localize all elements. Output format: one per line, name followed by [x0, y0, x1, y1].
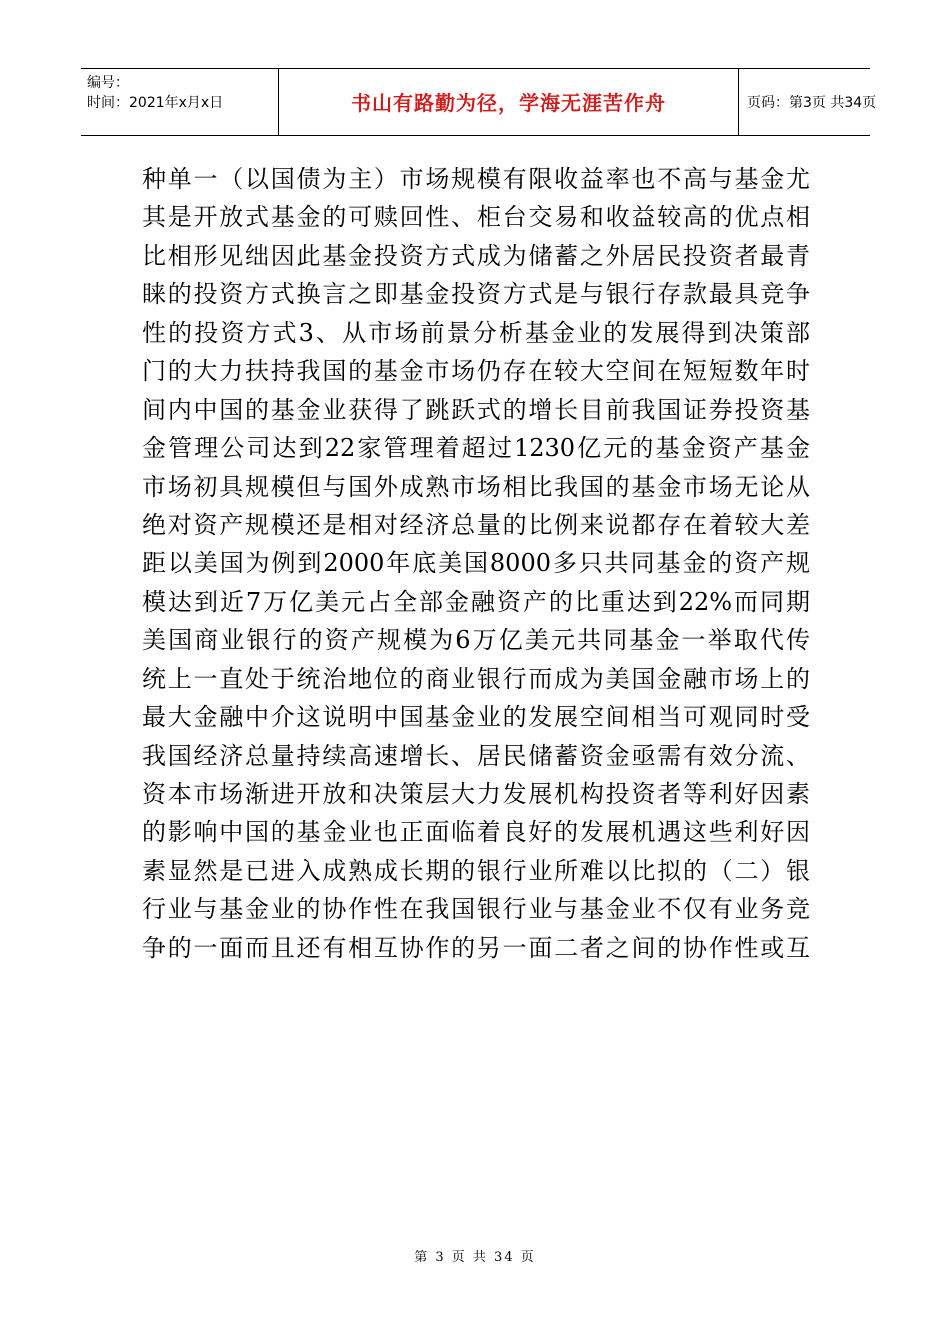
document-number-label: 编号：: [87, 75, 129, 91]
body-line-11: 距以美国为例到2000年底美国8000多只共同基金的资产规: [142, 549, 810, 578]
body-line-8: 金管理公司达到22家管理着超过1230亿元的基金资产基金: [142, 434, 810, 463]
body-line-9: 市场初具规模但与国外成熟市场相比我国的基金市场无论从: [142, 472, 810, 501]
body-line-5: 性的投资方式3、从市场前景分析基金业的发展得到决策部: [142, 318, 810, 347]
body-line-16: 我国经济总量持续高速增长、居民储蓄资金亟需有效分流、: [142, 741, 810, 770]
header-motto: 书山有路勤为径，学海无涯苦作舟: [279, 69, 739, 135]
body-line-6: 门的大力扶持我国的基金市场仍存在较大空间在短短数年时: [142, 357, 810, 386]
body-line-2: 其是开放式基金的可赎回性、柜台交易和收益较高的优点相: [142, 203, 810, 232]
body-line-21: 争的一面而且还有相互协作的另一面二者之间的协作性或互: [142, 933, 810, 962]
body-line-7: 间内中国的基金业获得了跳跃式的增长目前我国证券投资基: [142, 395, 810, 424]
body-line-13: 美国商业银行的资产规模为6万亿美元共同基金一举取代传: [142, 626, 810, 655]
document-body: [142, 160, 810, 967]
body-line-17: 资本市场渐进开放和决策层大力发展机构投资者等利好因素: [142, 780, 810, 808]
body-line-10: 绝对资产规模还是相对经济总量的比例来说都存在着较大差: [142, 510, 810, 539]
page-footer: 第 3 页 共 34 页: [414, 1250, 536, 1265]
body-line-14: 统上一直处于统治地位的商业银行而成为美国金融市场上的: [142, 664, 810, 693]
body-line-19: 素显然是已进入成熟成长期的银行业所难以比拟的（二）银: [142, 856, 810, 885]
body-line-4: 睐的投资方式换言之即基金投资方式是与银行存款最具竞争: [142, 280, 810, 309]
body-line-12: 模达到近7万亿美元占全部金融资产的比重达到22%而同期: [142, 587, 810, 616]
body-line-15: 最大金融中介这说明中国基金业的发展空间相当可观同时受: [142, 703, 810, 732]
body-line-3: 比相形见绌因此基金投资方式成为储蓄之外居民投资者最青: [142, 241, 810, 270]
body-line-20: 行业与基金业的协作性在我国银行业与基金业不仅有业务竞: [142, 895, 810, 924]
body-line-1: 种单一（以国债为主）市场规模有限收益率也不高与基金尤: [142, 165, 810, 193]
header-page-info: 页码：第3页 共34页: [747, 95, 877, 111]
document-time-label: 时间：2021年x月x日: [87, 95, 224, 111]
body-line-18: 的影响中国的基金业也正面临着良好的发展机遇这些利好因: [142, 818, 810, 847]
header-meta: [81, 69, 279, 135]
page-header: [81, 68, 877, 136]
